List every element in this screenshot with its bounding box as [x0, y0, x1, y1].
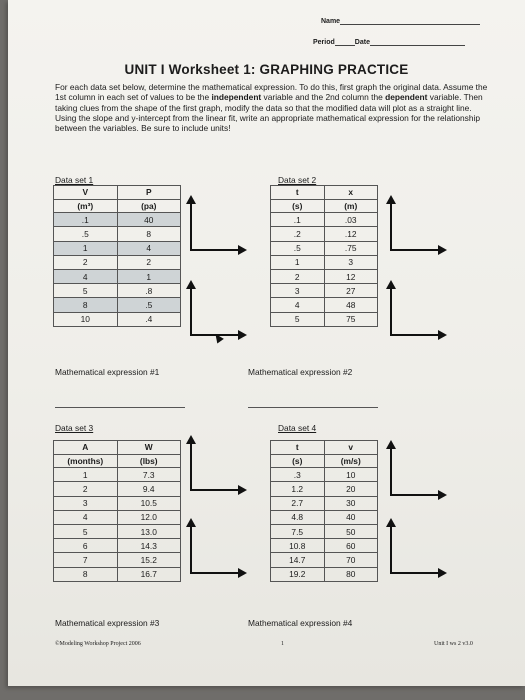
math-expression-4-label: Mathematical expression #4	[248, 618, 353, 628]
math-expression-1-label: Mathematical expression #1	[55, 367, 160, 377]
footer-copyright: ©Modeling Workshop Project 2006	[55, 641, 141, 647]
date-label: Date	[354, 39, 370, 46]
period-date-line	[313, 39, 465, 46]
dataset-4-label: Data set 4	[278, 423, 317, 433]
graph-axes-3a	[183, 435, 247, 499]
name-line	[321, 18, 480, 25]
graph-axes-2b	[383, 280, 447, 344]
graph-axes-1a	[183, 195, 247, 259]
footer-code: Unit I ws 2 v3.0	[434, 641, 473, 647]
graph-axes-3b	[183, 518, 247, 582]
period-label: Period	[313, 39, 335, 46]
dataset-2-table: t x (s) (m) .1 .03 .2 .12 .5 .75 1 3 2 12 3 27 4 48 5 75	[270, 185, 378, 327]
period-blank[interactable]	[335, 45, 355, 46]
name-blank[interactable]	[340, 24, 480, 25]
dataset-1-table: V P (m³) (pa) .1 40 .5 8 1 4 2 2 4 1 5 .8 8 .5 10 .4	[53, 185, 181, 327]
dataset-3-table: A W (months) (lbs) 1 7.3 2 9.4 3 10.5 4 12.0 5 13.0 6 14.3 7 15.2 8 16.7	[53, 440, 181, 582]
dataset-3-label: Data set 3	[55, 423, 94, 433]
math-expression-3-label: Mathematical expression #3	[55, 618, 160, 628]
answer-line-2[interactable]	[248, 407, 378, 408]
answer-line-1[interactable]	[55, 407, 185, 408]
dataset-1-label: Data set 1	[55, 175, 94, 185]
dataset-4-table: t v (s) (m/s) .3 10 1.2 20 2.7 30 4.8 40 7.5 50 10.8 60 14.7 70 19.2 80	[270, 440, 378, 582]
worksheet-page	[8, 0, 525, 686]
dataset-2-label: Data set 2	[278, 175, 317, 185]
graph-axes-2a	[383, 195, 447, 259]
graph-axes-4b	[383, 518, 447, 582]
name-label: Name	[321, 18, 341, 25]
math-expression-2-label: Mathematical expression #2	[248, 367, 353, 377]
date-blank[interactable]	[370, 45, 465, 46]
graph-axes-4a	[383, 440, 447, 504]
footer-page-number: 1	[281, 641, 284, 647]
page-title: UNIT I Worksheet 1: GRAPHING PRACTICE	[124, 62, 409, 77]
instructions: For each data set below, determine the mathematical expression. To do this, first graph the original data. Assume the 1st column in each set of values to be the independent variable and the 2nd column the dependent variable. Then taking clues from the shape of the first graph, modify the data so that the modified data will plot as a straight line. Using the slope and y-intercept from the linear fit, write an appropriate mathematical expression for the relationship between the variables. Be sure to include units!	[55, 82, 488, 134]
